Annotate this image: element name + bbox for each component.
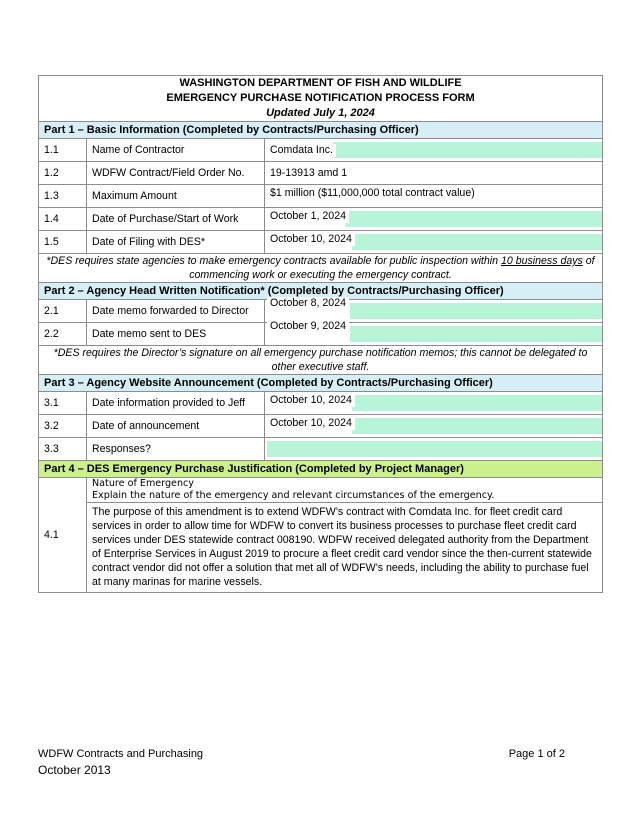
memo-sent-date-field[interactable]: [265, 320, 603, 346]
field-label: Date of Filing with DES*: [87, 231, 265, 254]
field-label: Date memo forwarded to Director: [87, 300, 265, 323]
table-row: [39, 438, 603, 461]
form-header: [39, 76, 603, 122]
maximum-amount-field[interactable]: [265, 185, 603, 208]
part2-note-row: [39, 346, 603, 375]
page-number: Page 1 of 2: [508, 748, 565, 760]
field-label: Date of announcement: [87, 415, 265, 438]
part3-header-row: [39, 375, 603, 392]
row-number: 1.5: [39, 231, 87, 254]
row-number: 4.1: [39, 478, 87, 593]
row-number: 1.2: [39, 162, 87, 185]
nature-label: Nature of Emergency: [92, 478, 194, 489]
info-provided-date-field[interactable]: [265, 392, 603, 415]
contract-number-field[interactable]: [265, 162, 603, 185]
nature-instruction: Explain the nature of the emergency and relevant circumstances of the emergency.: [92, 490, 495, 501]
part4-title: Part 4 – DES Emergency Purchase Justification (Completed by Project Manager): [39, 461, 603, 478]
row-number: 1.3: [39, 185, 87, 208]
footer-department: WDFW Contracts and Purchasing: [38, 748, 204, 760]
table-row: [39, 185, 603, 208]
table-row: [39, 392, 603, 415]
emergency-purchase-form: [38, 75, 603, 593]
nature-of-emergency-field[interactable]: [87, 478, 603, 593]
nature-text: The purpose of this amendment is to extend WDFW’s contract with Comdata Inc. for fleet credit card services in order to allow time for WDFW to convert its business processes to purchase fleet credit card services under DES statewide contract 008190. WDFW received delegated authority from the Department of Enterprise Services in August 2019 to procure a fleet credit card vendor since the then-current statewide contract vendor did not offer a solution that met all of WDFW’s needs, including the ability to purchase fuel at many marinas for marine vessels.: [87, 502, 602, 592]
part1-note: *DES requires state agencies to make emergency contracts available for public inspection within 10 business days of commencing work or executing the emergency contract.: [39, 254, 603, 283]
table-row: [39, 231, 603, 254]
contractor-name-field[interactable]: [265, 139, 603, 162]
part1-note-row: [39, 254, 603, 283]
field-label: WDFW Contract/Field Order No.: [87, 162, 265, 185]
part4-header-row: [39, 461, 603, 478]
field-value: 19-13913 amd 1: [267, 167, 350, 180]
field-value: October 10, 2024: [267, 417, 355, 430]
updated-date: Updated July 1, 2024: [266, 107, 375, 119]
part1-header-row: [39, 122, 603, 139]
field-value: October 10, 2024: [267, 233, 355, 246]
form-title: EMERGENCY PURCHASE NOTIFICATION PROCESS FORM: [166, 92, 475, 104]
part2-title: Part 2 – Agency Head Written Notification* (Completed by Contracts/Purchasing Officer): [39, 283, 603, 300]
field-label: Date memo sent to DES: [87, 323, 265, 346]
table-row: [39, 139, 603, 162]
row-number: 2.1: [39, 300, 87, 323]
filing-date-field[interactable]: [265, 231, 603, 254]
nature-of-emergency-row: [39, 478, 603, 593]
row-number: 1.1: [39, 139, 87, 162]
part3-title: Part 3 – Agency Website Announcement (Completed by Contracts/Purchasing Officer): [39, 375, 603, 392]
page-footer: [38, 746, 603, 778]
field-label: Date of Purchase/Start of Work: [87, 208, 265, 231]
field-label: Name of Contractor: [87, 139, 265, 162]
table-row: [39, 323, 603, 346]
field-label: Responses?: [87, 438, 265, 461]
part1-title: Part 1 – Basic Information (Completed by Contracts/Purchasing Officer): [39, 122, 603, 139]
field-value: October 8, 2024: [267, 297, 349, 310]
agency-name: WASHINGTON DEPARTMENT OF FISH AND WILDLIFE: [179, 77, 462, 89]
announcement-date-field[interactable]: [265, 415, 603, 438]
table-row: [39, 415, 603, 438]
form-header-row: [39, 76, 603, 122]
part2-note: *DES requires the Director’s signature on all emergency purchase notification memos; this cannot be delegated to other executive staff.: [39, 346, 603, 375]
field-value: October 9, 2024: [267, 320, 349, 333]
field-value: October 10, 2024: [267, 394, 355, 407]
table-row: [39, 208, 603, 231]
field-label: Date information provided to Jeff: [87, 392, 265, 415]
row-number: 3.2: [39, 415, 87, 438]
row-number: 2.2: [39, 323, 87, 346]
field-value: October 1, 2024: [267, 210, 349, 223]
footer-date: October 2013: [38, 763, 111, 777]
table-row: [39, 162, 603, 185]
row-number: 1.4: [39, 208, 87, 231]
responses-field[interactable]: [265, 438, 603, 461]
row-number: 3.1: [39, 392, 87, 415]
purchase-date-field[interactable]: [265, 208, 603, 231]
row-number: 3.3: [39, 438, 87, 461]
field-label: Maximum Amount: [87, 185, 265, 208]
deadline-text: 10 business days: [500, 255, 583, 267]
field-value: Comdata Inc.: [267, 144, 336, 157]
field-value: $1 million ($11,000,000 total contract value): [267, 187, 478, 200]
